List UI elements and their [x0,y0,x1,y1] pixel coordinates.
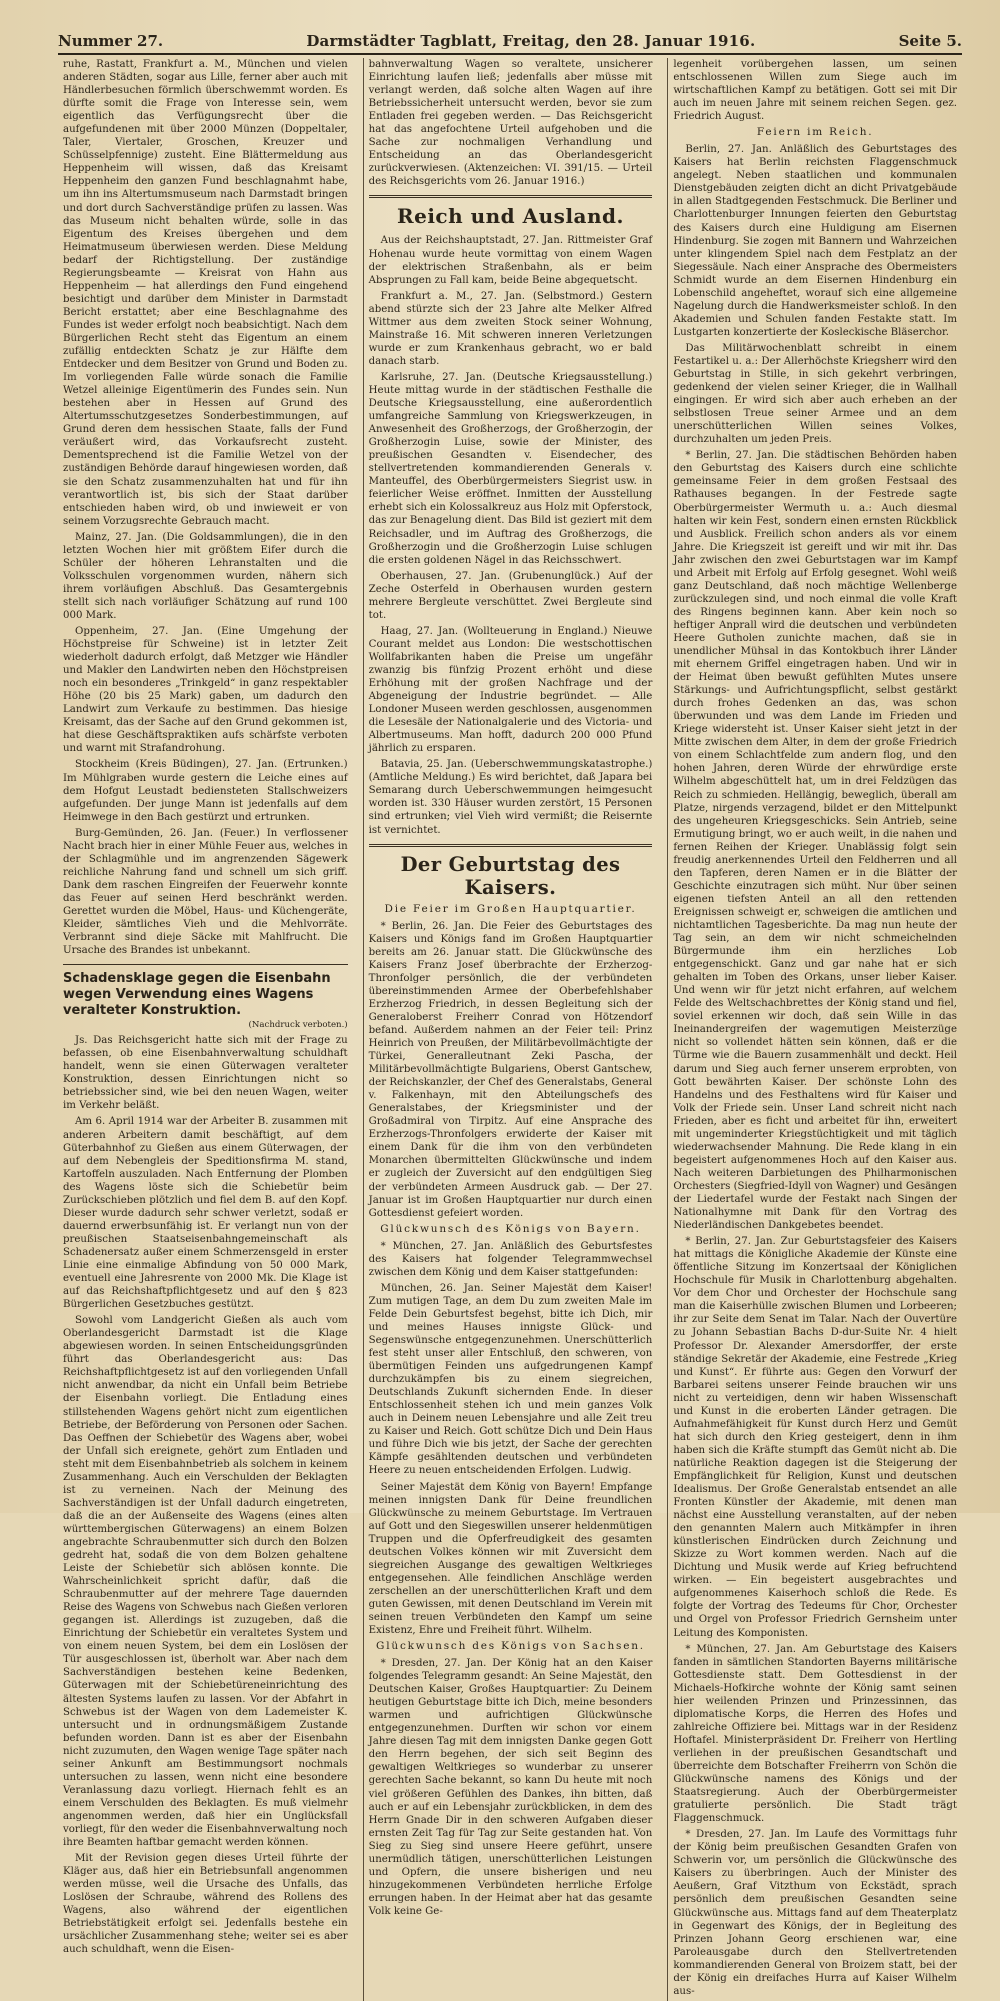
article-paragraph: * Berlin, 27. Jan. Zur Geburtstagsfeier des Kaisers hat mittags die Königliche Akademie der Künste eine öffentliche Sitzung im Konzertsaal der Königlichen Hochschule für Musik in Charlottenburg abgehalten. Vor dem Chor und Orchester der Hochschule sang man die Kaiserhülle zwischen Blumen und Lorbeeren; ihr zur Seite dem Senat im Talar. Nach der Ouvertüre zu Johann Sebastian Bachs D-dur-Suite Nr. 4 hielt Professor Dr. Alexander Amersdorffer, der erste ständige Sekretär der Akademie, eine Festrede „Krieg und Kunst“. Er führte aus: Gegen den Vorwurf der Barbarei seitens unserer Feinde brauchen wir uns nicht zu verteidigen, denn wir haben Wissenschaft und Kunst in die eroberten Länder getragen. Die Aufnahmefähigkeit für Kunst durch Herz und Gemüt hat sich durch den Krieg gesteigert, denn in ihm haben sich die Kräfte stumpft das Gemüt nicht ab. Die natürliche Reaktion dagegen ist die Steigerung der Empfänglichkeit für Religion, Kunst und deutschen Idealismus. Der Große Generalstab entsendet an alle Fronten Künstler der Akademie, mit denen man nächst eine Ausstellung veranstalten, auf der neben den genannten Malern auch Mitkämpfer in ihren künstlerischen Eindrücken durch Zeichnung und Skizze zu Wort kommen werden. Nach auf die Dichtung und Musik werde auf Krieg befruchtend wirken. — Ein begeistert ausgebrachtes und aufgenommenes Kaiserhoch schloß die Rede. Es folgte der Vortrag des Tedeums für Chor, Orchester und Orgel von Professor Friedrich Gernsheim unter Leitung des Komponisten. [673,1236,957,1639]
reprint-note: (Nachdruck verboten.) [248,1020,348,1031]
article-paragraph: legenheit vorübergehen lassen, um seinen entschlossenen Willen zum Siege auch im wirtschaftlichen Kampf zu betätigen. Gott sei mit Dir auch im neuen Jahre mit seinem reichen Segen. gez. Friedrich August. [673,59,957,123]
article-paragraph: Mainz, 27. Jan. (Die Goldsammlungen), die in den letzten Wochen hier mit größtem Eifer durch die Schüler der höheren Lehranstalten und die Volksschulen vorgenommen wurden, nähern sich ihrem vorläufigen Abschluß. Das Gesamtergebnis stellt sich nach vorläufiger Schätzung auf rund 100 000 Mark. [63,531,348,621]
article-paragraph: * Dresden, 27. Jan. Im Laufe des Vormittags fuhr der König beim preußischen Gesandten Grafen von Schwerin vor, um persönlich die Glückwünsche des Kaisers zu überbringen. Auch der Minister des Aeußern, Graf Vitzthum von Eckstädt, sprach persönlich dem preußischen Gesandten seine Glückwünsche aus. Mittags fand auf dem Theaterplatz in Gegenwart des Königs, der in Begleitung des Prinzen Johann Georg erschienen war, eine Paroleausgabe durch den Stellvertretenden kommandierenden General von Broizem statt, bei der der König ein dreifaches Hurra auf Kaiser Wilhelm aus- [673,1829,957,1997]
article-paragraph: Stockheim (Kreis Büdingen), 27. Jan. (Ertrunken.) Im Mühlgraben wurde gestern die Leiche eines auf dem Hofgut Leustadt bediensteten Stallschweizers aufgefunden. Der junge Mann ist jedenfalls auf dem Heimwege in den Bach gestürzt und ertrunken. [63,759,348,823]
article-paragraph: Sowohl vom Landgericht Gießen als auch vom Oberlandesgericht Darmstadt ist die Klage abgewiesen worden. In seinen Entscheidungsgründen führt das Oberlandesgericht aus: Das Reichshaftpflichtgesetz ist auf den vorliegenden Unfall nicht anwendbar, da nicht ein Unfall beim Betriebe der Eisenbahn vorliegt. Die Entladung eines stillstehenden Wagens gehört nicht zum eigentlichen Betriebe, der Beförderung von Personen oder Sachen. Das Oeffnen der Schiebetür des Wagens aber, wobei der Unfall sich ereignete, gehört zum Entladen und steht mit dem Eisenbahnbetrieb als solchem in keinem Zusammenhang. Auch ein Verschulden der Beklagten ist zu verneinen. Nach der Meinung des Sachverständigen ist der Unfall dadurch eingetreten, daß die an der Außenseite des Wagens (eines alten württembergischen Güterwagens) an einem Bolzen angebrachte Schraubenmutter sich durch den Bolzen gedreht hat, sodaß die von dem Bolzen gehaltene Leiste der Schiebetür sich ablösen konnte. Die Wahrscheinlichkeit spricht dafür, daß die Schraubenmutter auf der mehrere Tage dauernden Reise des Wagens von Schwebus nach Gießen verloren gegangen ist. Allerdings ist zuzugeben, daß die Einrichtung der Schiebetür ein veraltetes System und von einem neuen System, bei dem ein Loslösen der Tür ausgeschlossen ist, überholt war. Aber nach dem Sachverständigen bestehen keine Bedenken, Güterwagen mit der Schiebetüreneinrichtung des ältesten Systems laufen zu lassen. Vor der Abfahrt in Schwebus ist der Wagen von dem Lademeister K. untersucht und in ordnungsmäßigem Zustande befunden worden. Dann ist es aber der Eisenbahn nicht zuzumuten, den Wagen wenige Tage später nach seiner Ankunft am Bestimmungsort nochmals untersuchen zu lassen, wenn nicht eine besondere Veranlassung dazu vorliegt. Hiernach fehlt es an einem Verschulden des Beklagten. Es muß vielmehr angenommen werden, daß hier ein Unglücksfall vorliegt, für den weder die Eisenbahnverwaltung noch ihre Beamten haftbar gemacht werden können. [63,1315,348,1849]
article-paragraph: Burg-Gemünden, 26. Jan. (Feuer.) In verflossener Nacht brach hier in einer Mühle Feuer aus, welches in der Schlagmühle und im angrenzenden Sägewerk reichliche Nahrung fand und schnell um sich griff. Dank dem raschen Eingreifen der Feuerwehr konnte das Feuer auf seinen Herd beschränkt werden. Gerettet wurden die Möbel, Haus- und Küchengeräte, Kleider, sämtliches Vieh und die Mehlvorräte. Verbrannt sind dieje Säcke mit Mahlfrucht. Die Ursache des Brandes ist unbekannt. [63,827,348,957]
article-paragraph: Karlsruhe, 27. Jan. (Deutsche Kriegsausstellung.) Heute mittag wurde in der städtischen Festhalle die Deutsche Kriegsausstellung, eine außerordentlich umfangreiche Sammlung von Kriegswerkzeugen, in Anwesenheit des Großherzogs, der Großherzogin, der Großherzogin Luise, sowie der Minister, des preußischen Gesandten v. Eisendecher, des stellvertretenden kommandierenden Generals v. Manteuffel, des Oberbürgermeisters Siegrist usw. in feierlicher Weise eröffnet. Inmitten der Ausstellung erhebt sich ein Kolossalkreuz aus Holz mit Opferstock, das zur Benagelung dient. Das Bild ist geziert mit dem Reichsadler, und im Auftrag des Großherzogs, die Großherzogin und die Großherzogin Luise schlugen die ersten goldenen Nägel in das Reichsschwert. [368,371,653,566]
article-paragraph: München, 26. Jan. Seiner Majestät dem Kaiser! Zum mutigen Tage, an dem Du zum zweiten Male im Felde Dein Geburtsfest begehst, bitte ich Dich, mir und meines Hauses innigste Glück- und Segenswünsche entgegenzunehmen. Unerschütterlich fest steht unser aller Entschluß, den schweren, von übermütigen Feinden uns aufgedrungenen Kampf durchzukämpfen bis zu einem siegreichen, Deutschlands Zukunft sichernden Ende. In dieser Entschlossenheit stehen ich und mein ganzes Volk auch in Deinem neuen Lebensjahre und alle Zeit treu zu Kaiser und Reich. Gott schütze Dich und Dein Haus und führe Dich wie bis jetzt, der Sache der gerechten Kämpfe gesähltenden deutschen und verbündeten Heere zu neuen entscheidenden Erfolgen. Ludwig. [368,1282,653,1477]
article-paragraph: Oberhausen, 27. Jan. (Grubenunglück.) Auf der Zeche Osterfeld in Oberhausen wurden gestern mehrere Bergleute verschüttet. Zwei Bergleute sind tot. [368,570,653,621]
section-heading: Reich und Ausland. [396,204,624,229]
article-paragraph: * Berlin, 26. Jan. Die Feier des Geburtstages des Kaisers und Königs fand im Großen Hauptquartier bereits am 26. Januar statt. Die Glückwünsche des Kaisers Franz Josef überbrachte der Erzherzog-Thronfolger persönlich, die der verbündeten übereinstimmenden Armee der Oberbefehlshaber Erzherzog Friedrich, in dessen Begleitung sich der Generaloberst Freiherr Conrad von Hötzendorf befand. Außerdem nahmen an der Feier teil: Prinz Heinrich von Preußen, der Militärbevollmächtigte der Türkei, Generalleutnant Zeki Pascha, der Militärbevollmächtigte Bulgariens, Oberst Gantschew, der Reichskanzler, der Chef des Generalstabs, General v. Falkenhayn, mit den Abteilungschefs des Generalstabes, der Kriegsminister und der Großadmiral von Tirpitz. Auf eine Ansprache des Erzherzogs-Thronfolgers erwiderte der Kaiser mit einem Dank für die ihm von den verbündeten Monarchen übermittelten Glückwünsche und indem er zugleich der Zuversicht auf den endgültigen Sieg der verbündeten Armeen Ausdruck gab. — Der 27. Januar ist im Großen Hauptquartier nur durch einen Gottesdienst gefeiert worden. [368,920,653,1219]
article-paragraph: Am 6. April 1914 war der Arbeiter B. zusammen mit anderen Arbeitern damit beschäftigt, auf dem Güterbahnhof zu Gießen aus einem Güterwagen, der auf dem Nebengleis der Speditionsfirma M. stand, Kartoffeln auszuladen. Nach Entfernung der Plomben des Wagens löste sich die Schiebetür beim Zurückschieben plötzlich und fiel dem B. auf den Kopf. Dieser wurde dadurch sehr schwer verletzt, sodaß er dauernd erwerbsunfähig ist. Er verlangt nun von der preußischen Staatseisenbahngemeinschaft als Schadenersatz außer einem Schmerzensgeld in erster Linie eine einmalige Abfindung von 50 000 Mark, eventuell eine Jahresrente von 2000 Mk. Die Klage ist auf das Reichshaftpflichtgesetz und auf den § 823 Bürgerlichen Gesetzbuches gestützt. [63,1116,348,1311]
subheading: Glückwunsch des Königs von Sachsen. [376,1640,645,1653]
article-paragraph: Frankfurt a. M., 27. Jan. (Selbstmord.) Gestern abend stürzte sich der 23 Jahre alte Melker Alfred Wittmer aus dem zweiten Stock seiner Wohnung, Mainstraße 16. Mit schweren inneren Verletzungen wurde er zum Krankenhaus gebracht, wo er bald danach starb. [368,290,653,367]
article-paragraph: Seiner Majestät dem König von Bayern! Empfange meinen innigsten Dank für Deine freundlichen Glückwünsche zu meinem Geburtstage. Im Vertrauen auf Gott und den Siegeswillen unserer heldenmütigen Truppen und die Opferfreudigkeit des gesamten deutschen Volkes können wir mit Zuversicht dem siegreichen Ausgange des gewaltigen Weltkrieges entgegensehen. Alle feindlichen Anschläge werden zerschellen an der unerschütterlichen Kraft und dem guten Gewissen, mit denen Deutschland im Verein mit seinen treuen Verbündeten den Kampf um seine Existenz, Ehre und Freiheit führt. Wilhelm. [368,1481,653,1637]
article-headline: Schadensklage gegen die Eisenbahn wegen Verwendung eines Wagens veralteter Konstruktion. [63,971,331,1019]
issue-number: Nummer 27. [58,32,164,50]
divider [369,195,653,198]
newspaper-dateline: Darmstädter Tagblatt, Freitag, den 28. Januar 1916. [306,32,756,50]
column-1 [58,58,353,2001]
divider [369,844,653,847]
article-paragraph: Aus der Reichshauptstadt, 27. Jan. Rittmeister Graf Hohenau wurde heute vormittag von einem Wagen der elektrischen Straßenbahn, als er beim Absprungen zu Fall kam, beide Beine abgequetscht. [368,235,653,286]
column-3 [667,58,962,2001]
article-paragraph: Mit der Revision gegen dieses Urteil führte der Kläger aus, daß hier ein Betriebsunfall angenommen werden müsse, weil die Ursache des Unfalls, das Loslösen der Schraube, während des Rollens des Wagens, also während der eigentlichen Betriebstätigkeit erfolgt sei. Jedenfalls bestehe ein ursächlicher Zusammenhang stehe; weiter sei es aber auch schuldhaft, wenn die Eisen- [63,1853,348,1956]
article-paragraph: * München, 27. Jan. Anläßlich des Geburtsfestes des Kaisers hat folgender Telegrammwechsel zwischen dem König und dem Kaiser stattgefunden: [368,1240,653,1278]
article-paragraph: Js. Das Reichsgericht hatte sich mit der Frage zu befassen, ob eine Eisenbahnverwaltung schuldhaft handelt, wenn sie einen Güterwagen veralteter Konstruktion, dessen Einrichtungen nicht so betriebssicher sind, wie bei den neuen Wagen, weiter im Verkehr beläßt. [63,1035,348,1112]
subheading: Glückwunsch des Königs von Bayern. [380,1222,641,1235]
article-paragraph: ruhe, Rastatt, Frankfurt a. M., München und vielen anderen Städten, sogar aus Lille, ferner aber auch mit Händlerbesuchen förmlich überschwemmt worden. Es dürfte somit die Frage von Interesse sein, wem eigentlich das Verfügungsrecht über die aufgefundenen mit über 2000 Münzen (Doppeltaler, Taler, Viertaler, Groschen, Kreuzer und Schüsselpfennige) zusteht. Eine Blättermeldung aus Heppenheim will wissen, daß das Kreisamt Heppenheim den ganzen Fund beschlagnahmt habe, um ihn ins Altertumsmuseum nach Darmstadt bringen und dort durch Sachverständige prüfen zu lassen. Was das Museum nicht behalten würde, solle in das Eigentum des Kreises übergehen und dem Heimatmuseum überwiesen werden. Diese Meldung bedarf der Richtigstellung. Der zuständige Regierungsbeamte — Kreisrat von Hahn aus Heppenheim — hat allerdings den Fund eingehend besichtigt und darüber dem Minister in Darmstadt Bericht erstattet; aber eine Beschlagnahme des Fundes ist weder erfolgt noch beabsichtigt. Nach dem Bürgerlichen Recht steht das Eigentum an einem zufällig entdeckten Schatz je zur Hälfte dem Entdecker und dem Besitzer von Grund und Boden zu. Im vorliegenden Falle würde sonach die Familie Wetzel alleinige Eigentümerin des Fundes sein. Nun bestehen aber in Hessen auf Grund des Altertumsschutzgesetzes Sonderbestimmungen, auf Grund deren dem hessischen Staate, falls der Fund veräußert wird, das Vorkaufsrecht zusteht. Dementsprechend ist die Familie Wetzel von der zuständigen Behörde darauf hingewiesen worden, daß sie den Schatz zusammenzuhalten hat und für ihn verantwortlich ist, bis sich der Staat darüber entschieden haben wird, ob und inwieweit er von seinem Vorzugsrechte Gebrauch macht. [63,59,348,527]
article-paragraph: * München, 27. Jan. Am Geburtstage des Kaisers fanden in sämtlichen Standorten Bayerns militärische Gottesdienste statt. Dem Gottesdienst in der Michaels-Hofkirche wohnte der König samt seinen hier weilenden Prinzen und Prinzessinnen, das diplomatische Korps, die Herren des Hofes und zahlreiche Offiziere bei. Mittags war in der Residenz Hoftafel. Ministerpräsident Dr. Freiherr von Hertling verliehen in der preußischen Gesandtschaft und überreichte dem Botschafter Freiherrn von Schön die Glückwünsche namens des Königs und der Staatsregierung. Auch der Oberbürgermeister gratulierte persönlich. Die Stadt trägt Flaggenschmuck. [673,1643,957,1825]
subheading: Feiern im Reich. [756,126,874,139]
masthead [58,28,962,55]
article-paragraph: * Berlin, 27. Jan. Die städtischen Behörden haben den Geburtstag des Kaisers durch eine schlichte gemeinsame Feier in dem großen Festsaal des Rathauses begangen. In der Festrede sagte Oberbürgermeister Wermuth u. a.: Auch diesmal halten wir kein Fest, sondern einen ernsten Rückblick und Ausblick. Freilich schon anders als vor einem Jahre. Die Kriegszeit ist gereift und wir mit ihr. Das Jahr zwischen den zwei Geburtstagen war im Kampf und Arbeit mit Erfolg auf Erfolg gesegnet. Wohl weiß ganz Deutschland, daß noch mächtige Wellenberge zurückzulegen sind, und noch einmal die volle Kraft des Ringens beginnen kann. Aber kein noch so heftiger Anprall wird die deutschen und verbündeten Heere Gutholen zunichte machen, daß sie in unendlicher Mühsal in das Kontokbuch ihrer Länder mit ehernem Griffel eingetragen haben. Und wir in der Heimat üben bewußt gefühlten Mutes unsere Stärkungs- und Aufrichtungspflicht, selbst gestärkt durch frohes Gedenken an das, was schon überwunden und was dem Lande im Frieden und Kriege widersteht ist. Unser Kaiser sieht jetzt in der Mitte zwischen dem Alter, in dem der große Friedrich von einem Schlachtfelde zum andern flog, und den hohen Jahren, deren Würde der ehrwürdige erste Wilhelm abgeschüttelt hat, um in drei Feldzügen das Reich zu schmieden. Hellängig, beweglich, überall am Platze, nirgends verzagend, bildet er den Mittelpunkt des ungeheuren Kriegsgeschicks. Sein Antrieb, seine Ermutigung bringt, wo er auch weilt, in die nahen und fernen Reihen der Krieger. Unablässig folgt sein freudig anerkennendes Urteil den Feldherren und all den Tapferen, deren Namen er in die Blätter der Geschichte einzutragen sich müht. Nur über seinen eigenen tiefsten Anteil an all den rettenden Ereignissen schweigt er, schweigen die amtlichen und nichtamtlichen Tagesberichte. Da mag nun heute der Tag sein, an dem wir nicht schmeichelnden Bürgermunde ihm ein herzliches Lob entgegenschickt. Ganz und gar nahe hat er sich gehalten im Toben des Orkans, unser lieber Kaiser. Und wenn wir für jetzt nicht erfahren, auf welchem Felde des Weltschachbrettes der König stand und fiel, soviel erkennen wir doch, daß sein Wille in das Ineinandergreifen der wagemutigen Meisterzüge nicht so vollendet hätten sein können, daß er die Türme wie die Bauern zusammenhält und deckt. Heil darum und Sieg auch ferner unserem erprobten, von Gott bewährten Kaiser. Der schönste Lohn des Handelns und des Festhaltens wird für Kaiser und Volk der Friede sein. Unser Land schreit nicht nach Frieden, aber es ficht und arbeitet für ihn, erweitert mit ungeminderter Kriegstüchtigkeit und mit täglich wiederwachsender Mahnung. Die Rede klang in ein begeistert aufgenommenes Hoch auf den Kaiser aus. Nach weiteren Darbietungen des Philharmonischen Orchesters (Siegfried-Idyll von Wagner) und Gesängen der Liedertafel wurde der Festakt nach Singen der Nationalhymne mit Dank für den Vortrag des Niederländischen Dankgebetes beendet. [673,450,957,1232]
article-paragraph: bahnverwaltung Wagen so veraltete, unsicherer Einrichtung laufen ließ; jedenfalls aber müsse mit verlangt werden, daß solche alten Wagen auf ihre Betriebssicherheit untersucht werden, bevor sie zum Entladen frei gegeben werden. — Das Reichsgericht hat das angefochtene Urteil aufgehoben und die Sache zur nochmaligen Verhandlung und Entscheidung an das Oberlandesgericht zurückverwiesen. (Aktenzeichen: VI. 391/15. — Urteil des Reichsgerichts vom 26. Januar 1916.) [368,59,653,188]
article-headline: Der Geburtstag des Kaisers. [400,852,621,899]
article-paragraph: Berlin, 27. Jan. Anläßlich des Geburtstages des Kaisers hat Berlin reichsten Flaggenschmuck angelegt. Neben staatlichen und kommunalen Dienstgebäuden zeigten dicht an dicht Privatgebäude in allen Stadtgegenden Festschmuck. Die Berliner und Charlottenburger Innungen feierten den Geburtstag des Kaisers durch eine Huldigung am Eisernen Hindenburg. Sie zogen mit Bannern und Wahrzeichen unter klingendem Spiel nach dem Festplatz an der Siegessäule. Nach einer Ansprache des Obermeisters Schmidt wurde an dem Eisernen Hindenburg ein Lobenschild angeheftet, worauf sich eine allgemeine Nagelung durch die Handwerksmeister schloß. In den Akademien und Schulen fanden Festakte statt. Im Lustgarten konzertierte der Kosleckische Bläserchor. [673,144,957,338]
article-paragraph: * Dresden, 27. Jan. Der König hat an den Kaiser folgendes Telegramm gesandt: An Seine Majestät, den Deutschen Kaiser, Großes Hauptquartier: Zu Deinem heutigen Geburtstage bitte ich Dich, meine besonders warmen und aufrichtigen Glückwünsche entgegenzunehmen. Durften wir schon vor einem Jahre diesen Tag mit dem innigsten Danke gegen Gott den Herrn begehen, der sich seit Beginn des gewaltigen Weltkrieges so wunderbar zu unserer gerechten Sache bekannt, so kann Du heute mit noch viel größeren Gefühlen des Dankes, ihn bitten, daß auch er auf ein Lebensjahr zurückblicken, in dem des Herrn Gnade Dir in den schweren Aufgaben dieser ernsten Zeit Tag für Tag zur Seite gestanden hat. Von Sieg zu Sieg sind unsere Heere geführt, unsere unermüdlich tätigen, unerschütterlichen Leistungen und Opfern, die unsere bisherigen und neu hinzugekommenen Verbündeten herrliche Erfolge errungen haben. In der Heimat aber hat das gesamte Volk keine Ge- [368,1658,653,1917]
article-paragraph: Das Militärwochenblatt schreibt in einem Festartikel u. a.: Der Allerhöchste Kriegsherr wird den Geburtstag in Stille, in sich gekehrt verbringen, gedenkend der vielen seiner Krieger, die in Wallhall eingingen. Er wird sich aber auch erheben an der selbstlosen Treue seiner Armee und an dem unerschütterlichen Willen seines Volkes, durchzuhalten um jeden Preis. [673,342,957,446]
divider [63,964,348,965]
subheading: Die Feier im Großen Hauptquartier. [384,902,637,915]
article-columns [58,58,962,1997]
article-paragraph: Batavia, 25. Jan. (Ueberschwemmungskatastrophe.) (Amtliche Meldung.) Es wird berichtet, daß Japara bei Semarang durch Ueberschwemmungen heimgesucht worden ist. 330 Häuser wurden zerstört, 15 Personen sind ertrunken; viel Vieh wird vermißt; die Reisernte ist vernichtet. [368,759,653,836]
column-2 [363,58,658,2001]
page-number: Seite 5. [898,32,962,50]
article-paragraph: Haag, 27. Jan. (Wollteuerung in England.) Nieuwe Courant meldet aus London: Die westschottischen Wollfabrikanten haben die Preise um ungefähr zwanzig bis fünfzig Prozent erhöht und diese Erhöhung mit der großen Nachfrage und der Abgeneigung der Industrie begründet. — Alle Londoner Museen werden geschlossen, ausgenommen die Lesesäle der Nationalgalerie und des Victoria- und Albertmuseums. Man hofft, dadurch 200 000 Pfund jährlich zu ersparen. [368,625,653,755]
article-paragraph: Oppenheim, 27. Jan. (Eine Umgehung der Höchstpreise für Schweine) ist in letzter Zeit wiederholt dadurch erfolgt, daß Metzger wie Händler und Makler den Landwirten neben den Höchstpreisen noch ein besonderes „Trinkgeld“ in ganz respektabler Höhe (20 bis 25 Mark) gaben, um dadurch den Landwirt zum Verkaufe zu bestimmen. Das hiesige Kreisamt, das der Sache auf den Grund gekommen ist, hat diese Geschäftspraktiken aufs schärfste verboten und warnt mit Strafandrohung. [63,626,348,755]
